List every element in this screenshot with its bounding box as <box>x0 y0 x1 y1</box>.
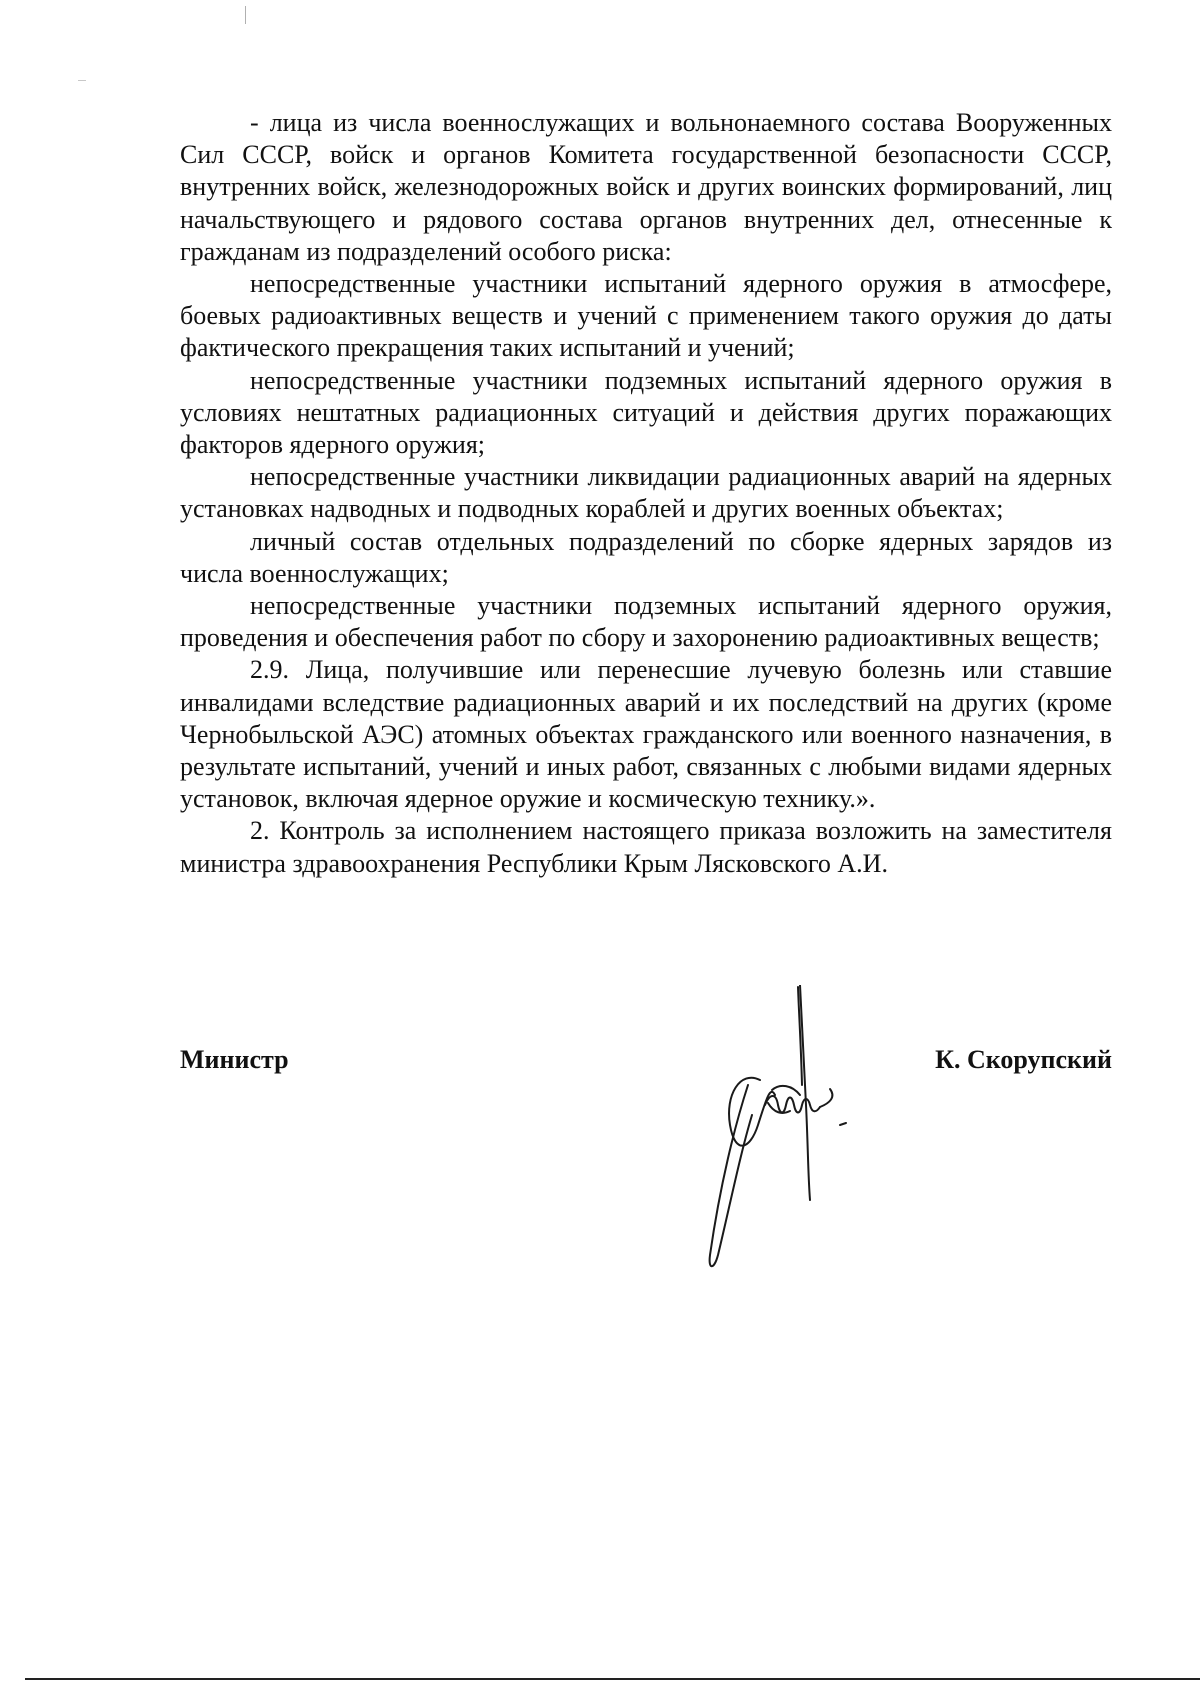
paragraph-military-personnel: - лица из числа военнослужащих и вольнонаемного состава Вооруженных Сил СССР, войск и органов Комитета государственной безопасности СССР, внутренних войск, железнодорожных войск и других воинских формирований, лиц начальствующего и рядового состава органов внутренних дел, отнесенные к гражданам из подразделений особого риска: <box>180 108 1112 266</box>
paragraph-underground-tests-emergency: непосредственные участники подземных испытаний ядерного оружия в условиях нештатных радиационных ситуаций и действия других поражающих факторов ядерного оружия; <box>180 365 1112 460</box>
paragraph-2-9: 2.9. Лица, получившие или перенесшие лучевую болезнь или ставшие инвалидами вследствие радиационных аварий и их последствий на других (кроме Чернобыльской АЭС) атомных объектах гражданского или военного назначения, в результате испытаний, учений и иных работ, связанных с любыми видами ядерных установок, включая ядерное оружие и космическую технику.». <box>180 655 1112 814</box>
signatory-name: К. Скорупский <box>935 1045 1112 1074</box>
paragraph-underground-tests-burial: непосредственные участники подземных испытаний ядерного оружия, проведения и обеспечения работ по сбору и захоронению радиоактивных веществ; <box>180 591 1112 653</box>
paragraph-accident-liquidation: непосредственные участники ликвидации радиационных аварий на ядерных установках надводных и подводных кораблей и других военных объектах; <box>180 462 1112 524</box>
document-body <box>180 107 1112 880</box>
scan-mark <box>245 6 246 24</box>
paragraph-control-clause: 2. Контроль за исполнением настоящего приказа возложить на заместителя министра здравоохранения Республики Крым Лясковского А.И. <box>180 816 1112 878</box>
paragraph-assembly-units: личный состав отдельных подразделений по сборке ядерных зарядов из числа военнослужащих; <box>180 526 1112 588</box>
paragraph-atmospheric-tests: непосредственные участники испытаний ядерного оружия в атмосфере, боевых радиоактивных веществ и учений с применением такого оружия до даты фактического прекращения таких испытаний и учений; <box>180 269 1112 363</box>
scan-mark <box>78 80 86 81</box>
handwritten-signature <box>680 985 860 1285</box>
page-bottom-rule <box>25 1678 1200 1680</box>
signature-row <box>180 1045 1112 1085</box>
signatory-position: Министр <box>180 1045 289 1074</box>
